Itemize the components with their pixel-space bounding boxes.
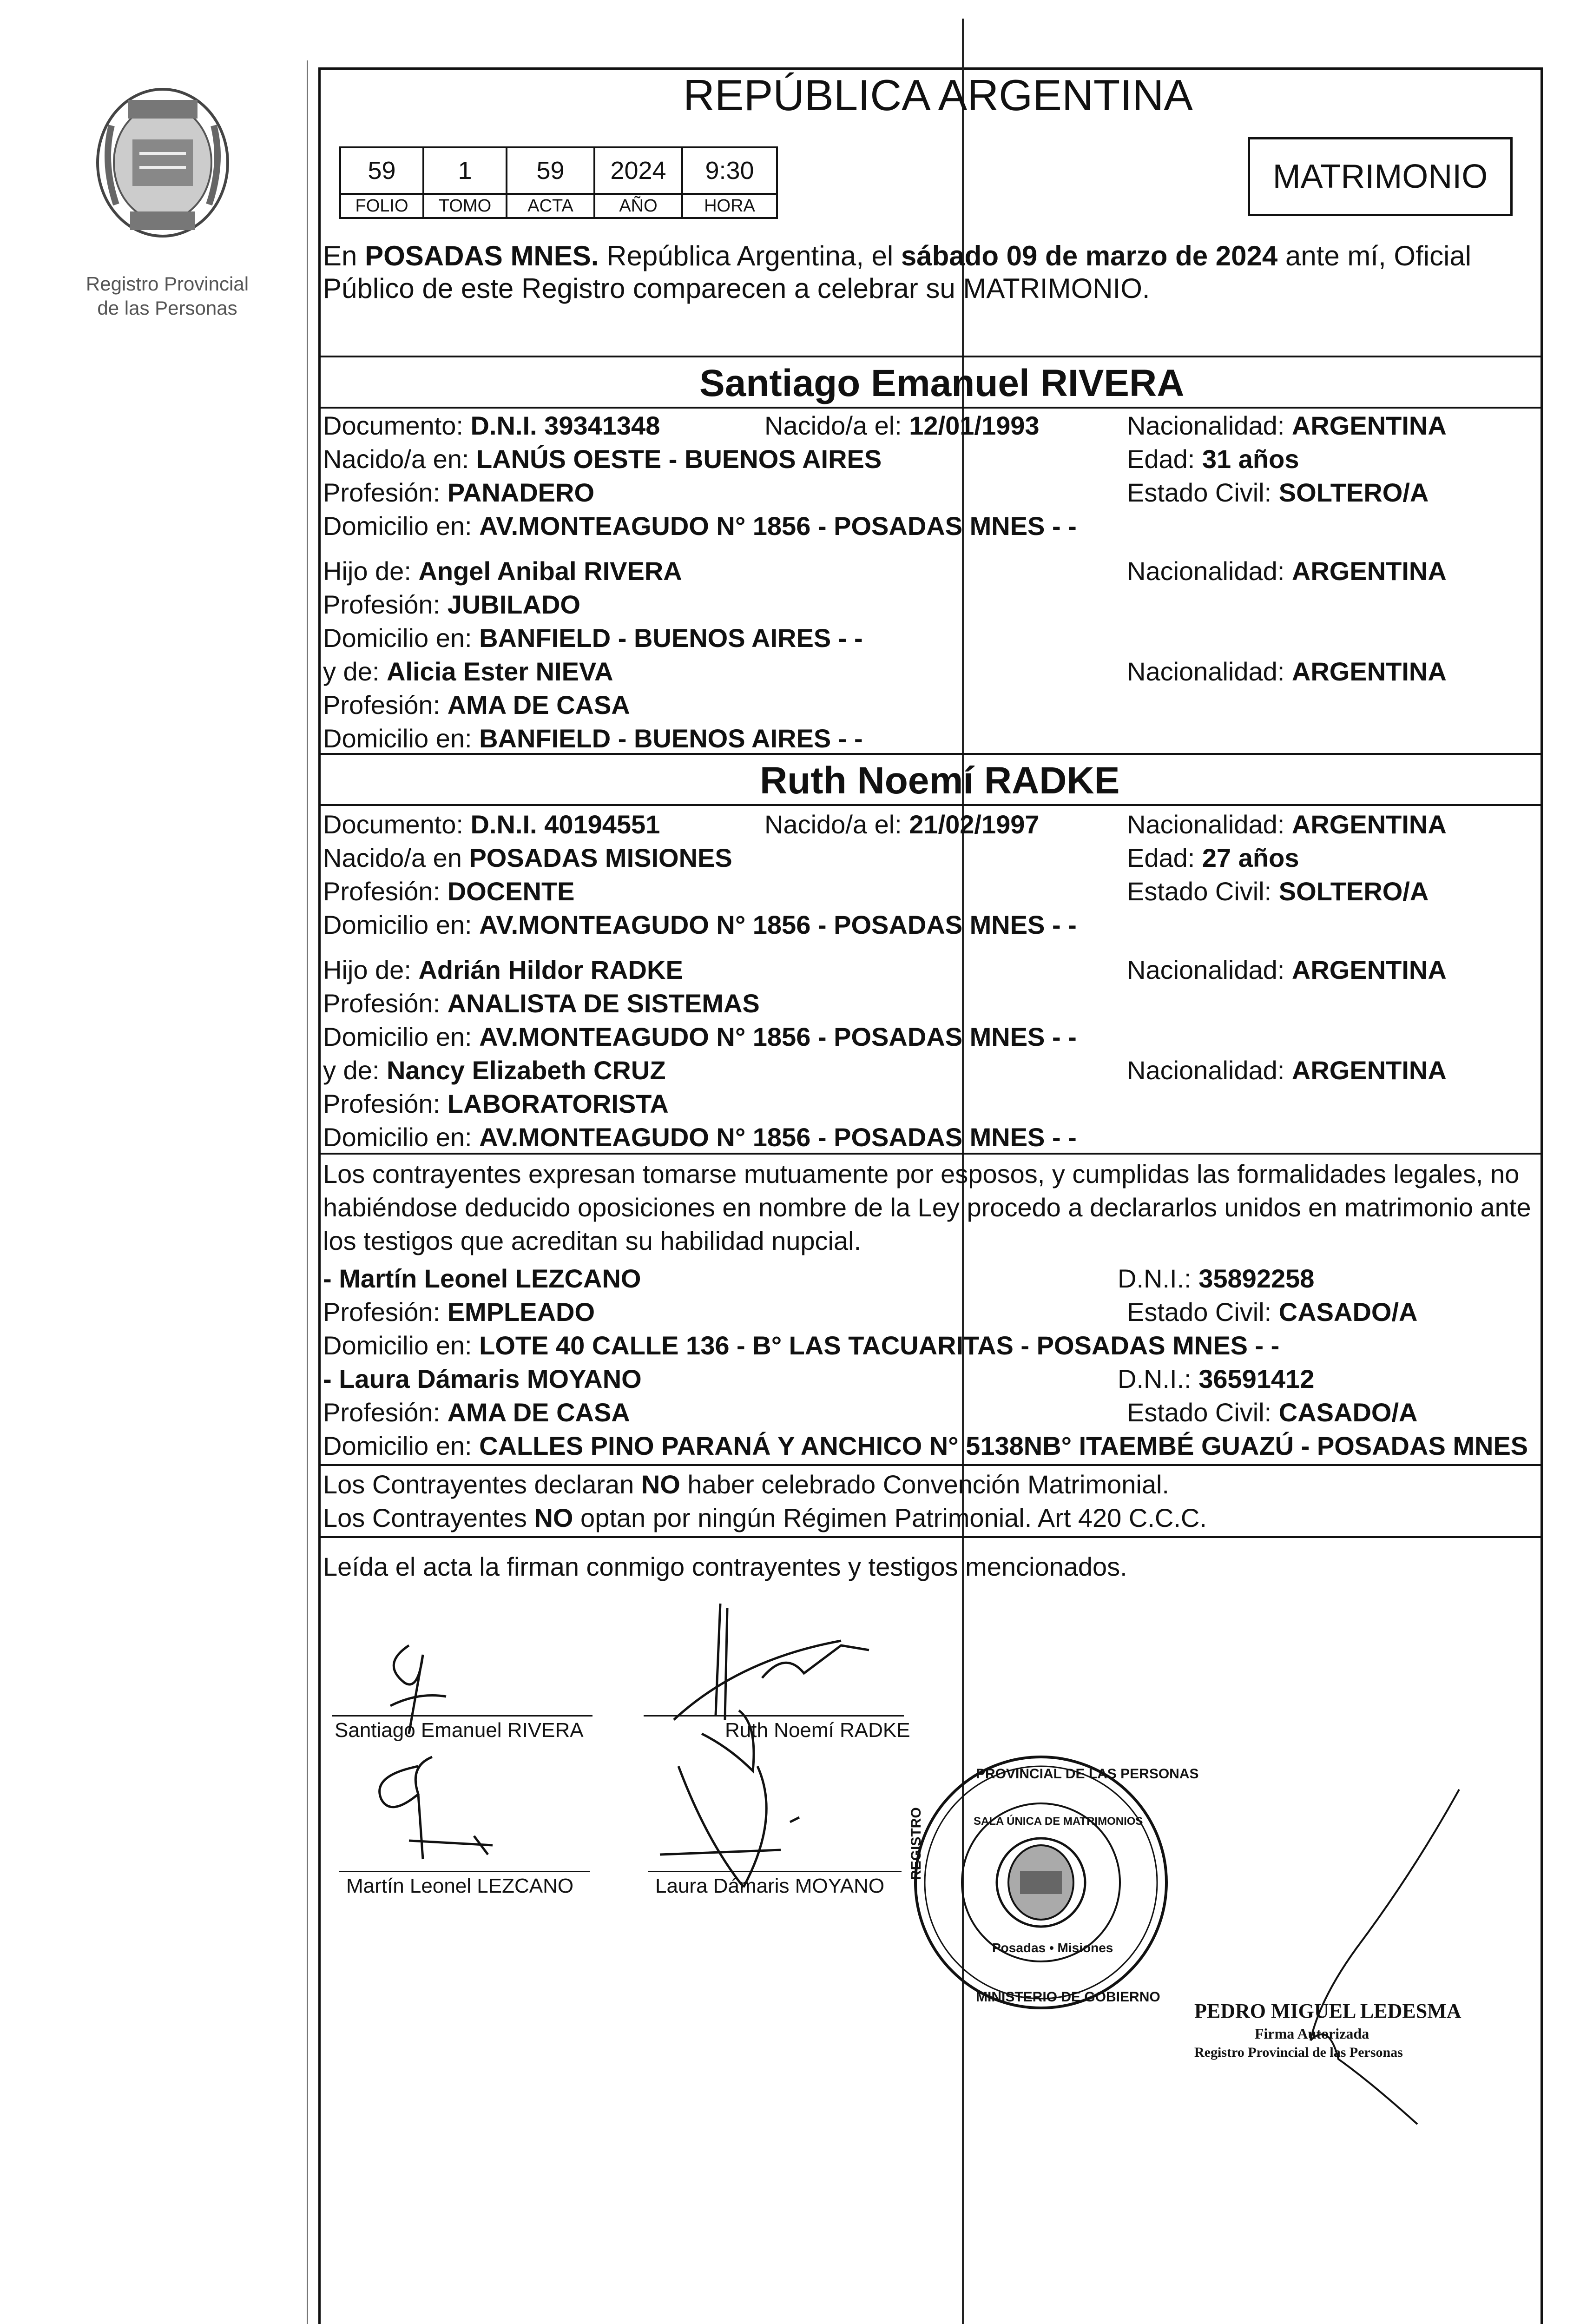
spouse-1-father [323,555,682,588]
anio-label: AÑO [594,194,682,218]
spouse-1-civil-status [1127,476,1429,509]
spouse-1-name: Santiago Emanuel RIVERA [699,362,1185,404]
witness-1-name: - Martín Leonel LEZCANO [323,1264,641,1293]
label: Profesión: [323,1089,448,1118]
value: JUBILADO [447,590,580,619]
spouse-2-civil-status [1127,875,1429,908]
label: Nacionalidad: [1127,411,1292,440]
institution-name [79,272,256,320]
spouse-1-mother [323,655,613,688]
witness-2-civil-status [1127,1396,1417,1429]
label: Nacido/a el: [764,411,909,440]
coat-of-arms-icon [84,84,242,242]
value: AMA DE CASA [447,690,630,720]
label: D.N.I.: [1118,1264,1199,1293]
value: D.N.I. 40194551 [470,810,660,839]
value: Nancy Elizabeth CRUZ [386,1056,666,1085]
label: Profesión: [323,590,448,619]
value: CASADO/A [1278,1297,1418,1327]
spouse-1-father-address [323,621,863,655]
divider [318,1536,1543,1538]
label: Domicilio en: [323,1431,480,1460]
value: Adrián Hildor RADKE [418,955,683,984]
value: AMA DE CASA [447,1398,630,1427]
label: Profesión: [323,989,448,1018]
value: AV.MONTEAGUDO N° 1856 - POSADAS MNES - - [479,511,1077,541]
value: 31 años [1202,444,1299,474]
spouse-1-age [1127,442,1299,476]
value: AV.MONTEAGUDO N° 1856 - POSADAS MNES - - [479,1022,1077,1051]
label: Nacido/a en [323,843,469,872]
spouse-2-father-nationality [1127,953,1447,987]
spouse-2-nationality [1127,808,1447,841]
value: BANFIELD - BUENOS AIRES - - [479,623,863,653]
official-seal [906,1748,1199,2017]
value: EMPLEADO [447,1297,595,1327]
spouse-2-birthplace [323,841,732,875]
spouse-2-address [323,908,1077,942]
official-name: PEDRO MIGUEL LEDESMA [1194,2000,1462,2022]
label: Nacionalidad: [1127,1056,1292,1085]
spouse-1-mother-profession [323,688,630,722]
label: y de: [323,1056,387,1085]
value: LOTE 40 CALLE 136 - B° LAS TACUARITAS - POSADAS MNES - - [479,1331,1280,1360]
spouse-1-mother-address [323,722,863,755]
declaration-line-1: Los contrayentes expresan tomarse mutuamente por esposos, y cumplidas las formalidades legales, no [323,1159,1520,1188]
witness-2-address [323,1429,1528,1463]
spouse-2-father-address [323,1020,1077,1054]
spouse-1-birthplace [323,442,882,476]
spouse-1-birthdate [764,409,1040,442]
acta-label: ACTA [507,194,594,218]
official-stamp [1194,1999,1462,2062]
label: Nacionalidad: [1127,955,1292,984]
value: DOCENTE [447,877,575,906]
signature-3-name: Martín Leonel LEZCANO [346,1875,574,1897]
seal-outer-left: REGISTRO [908,1807,924,1880]
value: SOLTERO/A [1278,478,1429,507]
declaration-line-3: los testigos que acreditan su habilidad nupcial. [323,1226,862,1255]
spouse-1-father-nationality [1127,555,1447,588]
province-logo [84,84,242,242]
label: y de: [323,657,387,686]
witness-1-dni [1118,1262,1314,1295]
witness-2-name: - Laura Dámaris MOYANO [323,1364,642,1393]
signature-3 [353,1748,539,1871]
value: ARGENTINA [1291,810,1447,839]
label: Domicilio en: [323,724,480,753]
witness-2-profession [323,1396,630,1429]
label: Nacionalidad: [1127,556,1292,586]
label: Nacionalidad: [1127,657,1292,686]
round-seal-icon [906,1748,1176,2017]
institution-line-2: de las Personas [97,297,237,319]
value: LANÚS OESTE - BUENOS AIRES [476,444,882,474]
value: 27 años [1202,843,1299,872]
witness-1-civil-status [1127,1295,1417,1329]
spouse-2-mother-profession [323,1087,669,1121]
label: Estado Civil: [1127,1398,1279,1427]
value: BANFIELD - BUENOS AIRES - - [479,724,863,753]
seal-outer-bottom: MINISTERIO DE GOBIERNO [976,1989,1160,2005]
anio-value: 2024 [594,147,682,194]
label: Profesión: [323,1297,448,1327]
signature-line-2 [644,1715,904,1717]
label: D.N.I.: [1118,1364,1199,1393]
closing-statement: Leída el acta la firman conmigo contrayentes y testigos mencionados. [323,1552,1127,1581]
value: ARGENTINA [1291,955,1447,984]
intro-line-2: Público de este Registro comparecen a celebrar su MATRIMONIO. [323,273,1150,304]
official-office: Registro Provincial de las Personas [1194,2045,1403,2060]
emphasis: NO [534,1503,573,1532]
signature-2-name: Ruth Noemí RADKE [725,1719,910,1742]
value: AV.MONTEAGUDO N° 1856 - POSADAS MNES - - [479,1122,1077,1152]
handwritten-signature-icon [353,1748,539,1868]
value: 35892258 [1198,1264,1315,1293]
value: LABORATORISTA [447,1089,669,1118]
intro-text-c: República Argentina, el [599,240,901,271]
label: Profesión: [323,877,448,906]
record-type: MATRIMONIO [1272,158,1488,195]
margin-rule [307,60,308,2324]
value: PANADERO [447,478,595,507]
clause-regime [323,1501,1207,1535]
value: ARGENTINA [1291,411,1447,440]
spouse-2-mother-nationality [1127,1054,1447,1087]
signature-1-name: Santiago Emanuel RIVERA [335,1719,584,1742]
spouse-1-document [323,409,660,442]
label: Domicilio en: [323,511,480,541]
value: ANALISTA DE SISTEMAS [447,989,760,1018]
folio-value: 59 [340,147,423,194]
value: 21/02/1997 [909,810,1040,839]
spouse-2-age [1127,841,1299,875]
spouse-2-birthdate [764,808,1040,841]
seal-inner-top: SALA ÚNICA DE MATRIMONIOS [974,1815,1143,1828]
emphasis: NO [641,1470,680,1499]
folio-label: FOLIO [340,194,423,218]
signature-line-1 [332,1715,592,1717]
country-title: REPÚBLICA ARGENTINA [683,71,1193,119]
spouse-1-father-profession [323,588,580,621]
spouse-2-mother-address [323,1121,1077,1154]
official-role: Firma Autorizada [1255,2025,1369,2042]
value: D.N.I. 39341348 [470,411,660,440]
tomo-label: TOMO [423,194,507,218]
value: Alicia Ester NIEVA [386,657,613,686]
clause-convention [323,1468,1169,1501]
seal-inner-bottom: Posadas • Misiones [992,1941,1113,1955]
intro-text-a: En [323,240,365,271]
label: Documento: [323,810,471,839]
label: Estado Civil: [1127,877,1279,906]
seal-outer-top: PROVINCIAL DE LAS PERSONAS [976,1766,1199,1782]
witness-1-address [323,1329,1279,1362]
label: Profesión: [323,690,448,720]
value: ARGENTINA [1291,657,1447,686]
spouse-2-profession [323,875,575,908]
hora-value: 9:30 [682,147,777,194]
divider [318,1464,1543,1466]
value: 12/01/1993 [909,411,1040,440]
value: CASADO/A [1278,1398,1418,1427]
divider [318,804,1543,806]
label: Domicilio en: [323,1022,480,1051]
value: Angel Anibal RIVERA [418,556,682,586]
label: Edad: [1127,444,1202,474]
witness-1-profession [323,1295,595,1329]
acta-value: 59 [507,147,594,194]
label: Edad: [1127,843,1202,872]
value: SOLTERO/A [1278,877,1429,906]
label: Domicilio en: [323,910,480,939]
value: CALLES PINO PARANÁ Y ANCHICO N° 5138NB° ITAEMBÉ GUAZÚ - POSADAS MNES [479,1431,1528,1460]
spouse-2-father [323,953,683,987]
value: ARGENTINA [1291,1056,1447,1085]
handwritten-signature-icon [1218,1780,1478,2129]
label: Nacido/a el: [764,810,909,839]
tomo-value: 1 [423,147,507,194]
institution-line-1: Registro Provincial [86,273,249,295]
label: Hijo de: [323,955,419,984]
text: Los Contrayentes declaran [323,1470,641,1499]
text: haber celebrado Convención Matrimonial. [680,1470,1169,1499]
divider [318,356,1543,357]
label: Profesión: [323,1398,448,1427]
label: Estado Civil: [1127,1297,1279,1327]
label: Nacido/a en: [323,444,476,474]
intro-place: POSADAS MNES. [365,240,599,271]
text: optan por ningún Régimen Patrimonial. Art 420 C.C.C. [573,1503,1207,1532]
spouse-1-nationality [1127,409,1447,442]
value: 36591412 [1198,1364,1315,1393]
record-type-box [1248,137,1513,216]
spouse-2-father-profession [323,987,760,1020]
label: Estado Civil: [1127,478,1279,507]
hora-label: HORA [682,194,777,218]
label: Documento: [323,411,471,440]
spouse-1-mother-nationality [1127,655,1447,688]
signature-line-3 [339,1871,590,1872]
spouse-1-profession [323,476,594,509]
signature-line-4 [648,1871,902,1872]
label: Domicilio en: [323,1122,480,1152]
label: Domicilio en: [323,623,480,653]
divider [318,407,1543,409]
label: Nacionalidad: [1127,810,1292,839]
label: Profesión: [323,478,448,507]
value: AV.MONTEAGUDO N° 1856 - POSADAS MNES - - [479,910,1077,939]
value: ARGENTINA [1291,556,1447,586]
declaration-line-2: habiéndose deducido oposiciones en nombre de la Ley procedo a declararlos unidos en matrimonio ante [323,1193,1531,1222]
spouse-2-document [323,808,660,841]
spouse-2-name: Ruth Noemí RADKE [760,759,1120,802]
intro-text-e: ante mí, Oficial [1277,240,1472,271]
value: POSADAS MISIONES [469,843,732,872]
spouse-1-address [323,509,1077,543]
signature-4-name: Laura Dámaris MOYANO [655,1875,885,1897]
record-index-table [339,146,778,219]
label: Domicilio en: [323,1331,480,1360]
text: Los Contrayentes [323,1503,534,1532]
official-signature [1218,1780,1478,2131]
spouse-2-mother [323,1054,666,1087]
witness-2-dni [1118,1362,1314,1396]
intro-line-1 [323,239,1471,273]
intro-date: sábado 09 de marzo de 2024 [901,240,1278,271]
label: Hijo de: [323,556,419,586]
